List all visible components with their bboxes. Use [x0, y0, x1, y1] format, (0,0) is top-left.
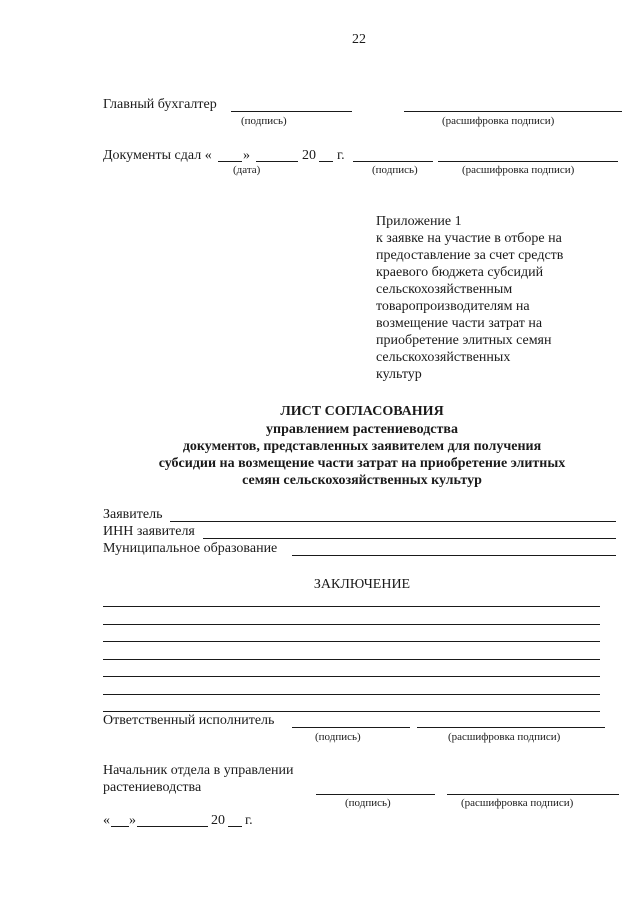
- document-subtitle: субсидии на возмещение части затрат на приобретение элитных: [158, 456, 566, 471]
- date-year: 20: [211, 813, 225, 828]
- appendix-line: сельскохозяйственных: [376, 350, 511, 365]
- day-line: [218, 161, 242, 162]
- appendix-line: предоставление за счет средств: [376, 248, 564, 263]
- decoding-line: [438, 161, 618, 162]
- signature-caption: (подпись): [241, 115, 287, 127]
- decoding-line: [404, 111, 622, 112]
- year-line: [228, 826, 242, 827]
- month-line: [137, 826, 208, 827]
- chief-accountant-label: Главный бухгалтер: [103, 97, 217, 112]
- docs-submitted-suffix: г.: [337, 148, 345, 163]
- signature-line: [353, 161, 433, 162]
- municipality-line: [292, 555, 616, 556]
- decoding-caption: (расшифровка подписи): [461, 797, 574, 809]
- page-number: 22: [352, 32, 366, 47]
- head-title-line2: растениеводства: [103, 780, 202, 795]
- docs-submitted-year: 20: [302, 148, 316, 163]
- document-subtitle: семян сельскохозяйственных культур: [242, 473, 482, 488]
- signature-line: [292, 727, 410, 728]
- date-caption: (дата): [233, 164, 261, 176]
- municipality-label: Муниципальное образование: [103, 541, 278, 556]
- conclusion-line: [103, 676, 600, 677]
- decoding-caption: (расшифровка подписи): [462, 164, 575, 176]
- head-title-line1: Начальник отдела в управлении: [103, 763, 294, 778]
- month-line: [256, 161, 298, 162]
- appendix-line: приобретение элитных семян: [376, 333, 552, 348]
- decoding-caption: (расшифровка подписи): [442, 115, 555, 127]
- responsible-label: Ответственный исполнитель: [103, 713, 275, 728]
- appendix-line: сельскохозяйственным: [376, 282, 513, 297]
- appendix-line: Приложение 1: [376, 214, 462, 229]
- decoding-caption: (расшифровка подписи): [448, 731, 561, 743]
- conclusion-line: [103, 641, 600, 642]
- applicant-label: Заявитель: [103, 507, 163, 522]
- appendix-line: краевого бюджета субсидий: [376, 265, 544, 280]
- docs-submitted-prefix: Документы сдал «: [103, 148, 212, 163]
- date-suffix: г.: [245, 813, 253, 828]
- inn-line: [203, 538, 616, 539]
- decoding-line: [447, 794, 619, 795]
- date-open-quote: «: [103, 813, 110, 828]
- docs-submitted-quote: »: [243, 148, 250, 163]
- applicant-line: [170, 521, 616, 522]
- conclusion-line: [103, 659, 600, 660]
- day-line: [111, 826, 129, 827]
- decoding-line: [417, 727, 605, 728]
- inn-label: ИНН заявителя: [103, 524, 195, 539]
- date-close-quote: »: [129, 813, 136, 828]
- signature-line: [316, 794, 435, 795]
- conclusion-line: [103, 606, 600, 607]
- conclusion-line: [103, 624, 600, 625]
- signature-caption: (подпись): [315, 731, 361, 743]
- signature-line: [231, 111, 352, 112]
- document-subtitle: документов, представленных заявителем для получения: [182, 439, 542, 454]
- appendix-line: возмещение части затрат на: [376, 316, 543, 331]
- appendix-line: товаропроизводителям на: [376, 299, 530, 314]
- conclusion-title: ЗАКЛЮЧЕНИЕ: [313, 577, 411, 592]
- document-title: ЛИСТ СОГЛАСОВАНИЯ: [280, 404, 444, 419]
- signature-caption: (подпись): [345, 797, 391, 809]
- appendix-line: культур: [376, 367, 422, 382]
- appendix-block: [376, 213, 563, 383]
- document-subtitle: управлением растениеводства: [266, 422, 458, 437]
- conclusion-line: [103, 694, 600, 695]
- appendix-line: к заявке на участие в отборе на: [376, 231, 562, 246]
- signature-caption: (подпись): [372, 164, 418, 176]
- year-line: [319, 161, 333, 162]
